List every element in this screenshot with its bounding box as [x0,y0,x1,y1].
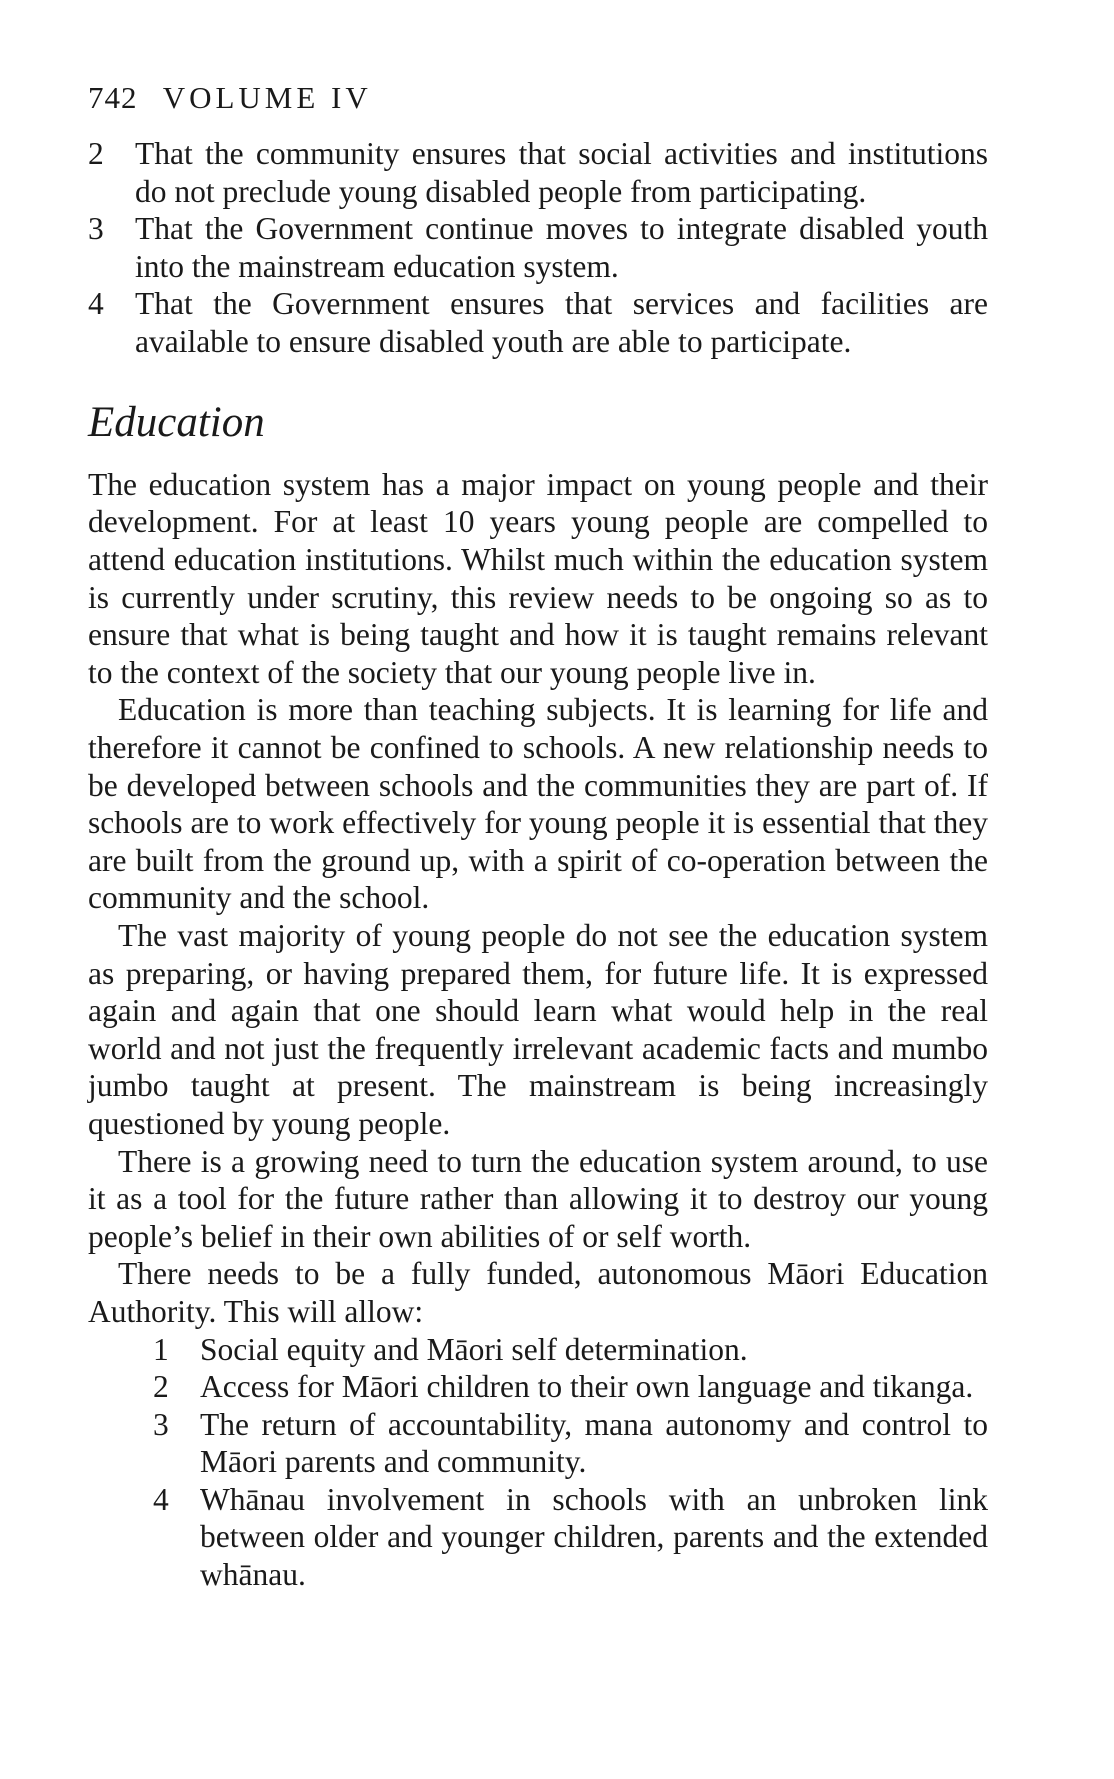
list-item-text: That the community ensures that social activities and institutions do not preclude young disabled people from participating. [135,136,988,209]
list-item [153,1481,988,1594]
list-item-text: Access for Māori children to their own language and tikanga. [200,1369,974,1405]
list-item-number: 4 [153,1481,169,1517]
list-item-text: That the Government continue moves to integrate disabled youth into the mainstream education system. [135,211,988,284]
paragraph: Education is more than teaching subjects. It is learning for life and therefore it cannot be confined to schools. A new relationship needs to be developed between schools and the communities they are part of. If schools are to work effectively for young people it is essential that they are built from the ground up, with a spirit of co-operation between the community and the school. [88,692,988,916]
list-item [153,1406,988,1481]
list-item-number: 4 [88,286,104,322]
section-heading: Education [88,398,265,446]
list-item-number: 2 [153,1369,169,1405]
list-item-text: Whānau involvement in schools with an unbroken link between older and younger children, parents and the extended whānau. [200,1481,988,1593]
paragraph: The vast majority of young people do not see the education system as preparing, or having prepared them, for future life. It is expressed again and again that one should learn what would help in the real world and not just the frequently irrelevant academic facts and mumbo jumbo taught at present. The mainstream is being increasingly questioned by young people. [88,917,988,1141]
paragraph: The education system has a major impact on young people and their development. For at least 10 years young people are compelled to attend education institutions. Whilst much within the education system is currently under scrutiny, this review needs to be ongoing so as to ensure that what is being taught and how it is taught remains relevant to the context of the society that our young people live in. [88,466,988,690]
list-item-text: Social equity and Māori self determination. [200,1331,748,1367]
list-item-text: The return of accountability, mana autonomy and control to Māori parents and community. [200,1406,988,1480]
book-page [88,82,988,1594]
list-item [88,210,988,285]
running-head [88,82,988,113]
list-item [88,285,988,360]
paragraph: There needs to be a fully funded, autonomous Māori Education Authority. This will allow: [88,1256,988,1329]
list-item-number: 2 [88,136,104,171]
maori-authority-benefits-list [153,1331,988,1594]
list-item-number: 1 [153,1331,169,1367]
volume-label: VOLUME IV [162,80,372,115]
list-item-number: 3 [153,1406,169,1442]
list-item [153,1368,988,1406]
body-text [88,466,988,1331]
list-item-number: 3 [88,211,104,247]
disability-recommendations-list [88,135,988,361]
list-item [88,135,988,210]
page-number: 742 [88,80,138,115]
list-item [153,1331,988,1369]
paragraph: There is a growing need to turn the education system around, to use it as a tool for the future rather than allowing it to destroy our young people’s belief in their own abilities of or self worth. [88,1143,988,1254]
list-item-text: That the Government ensures that services and facilities are available to ensure disabled youth are able to participate. [135,286,988,359]
